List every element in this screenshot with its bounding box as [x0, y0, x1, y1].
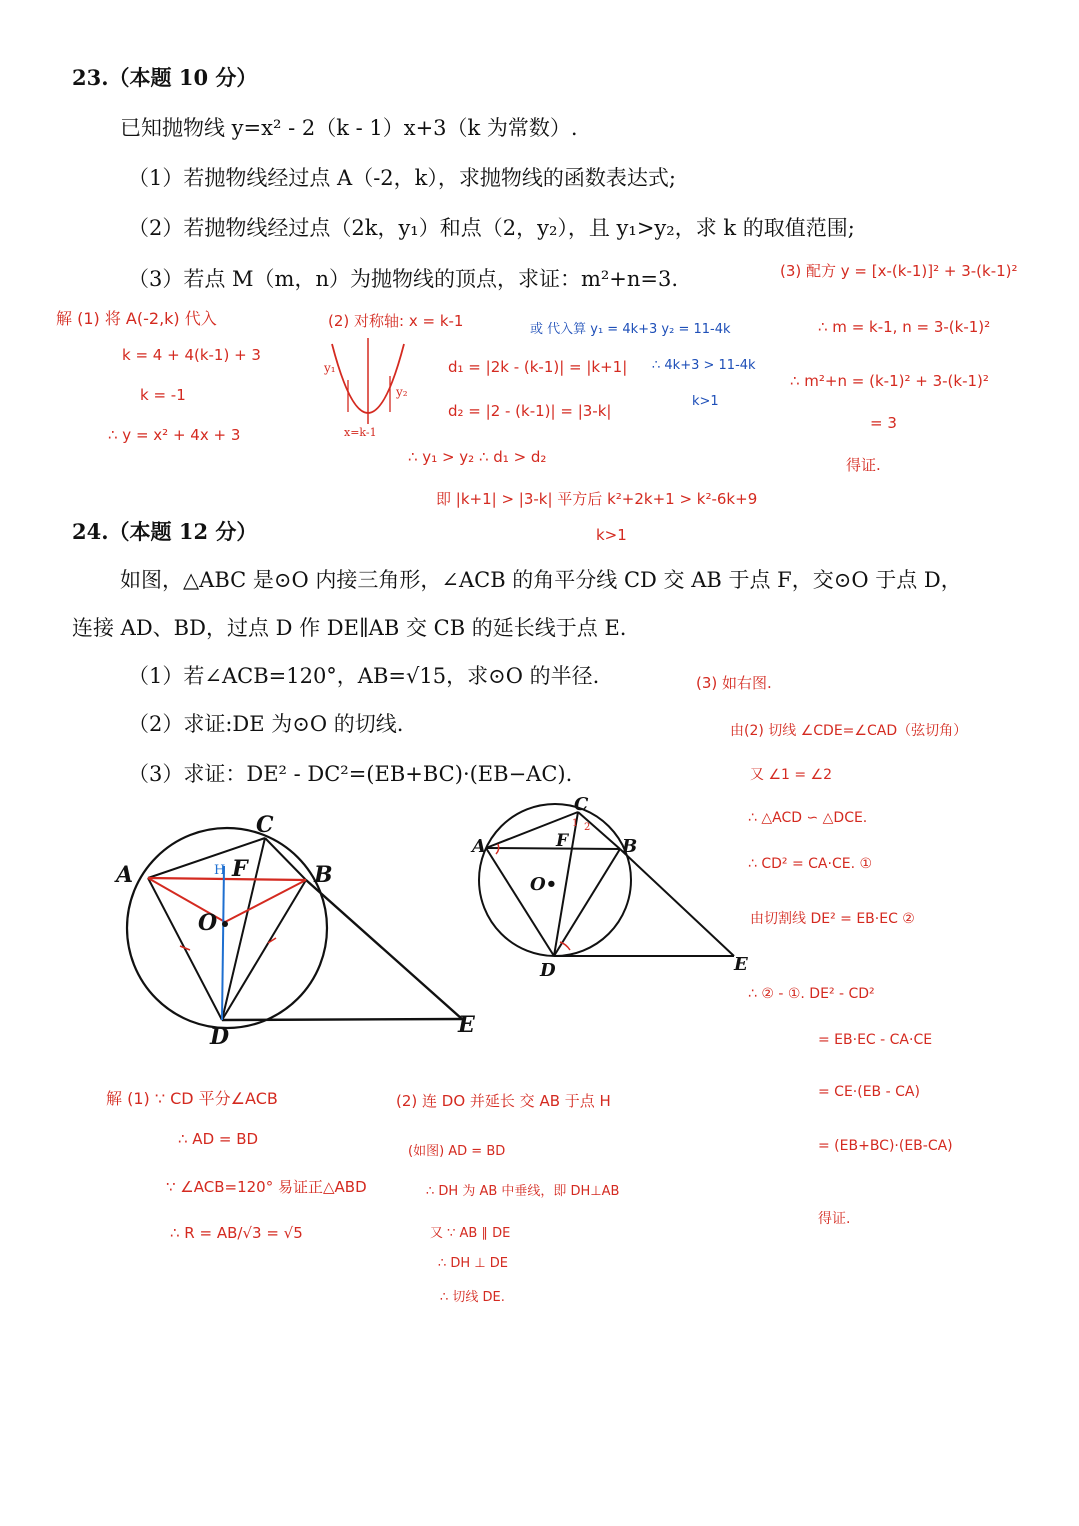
q24-title: 24.（本题 12 分） [72, 519, 258, 544]
fig2-label-f: F [556, 831, 569, 851]
q23-note-s2-d2: d₂ = |2 - (k-1)| = |3-k| [448, 402, 612, 420]
q24-note-s3-line8: = EB·EC - CA·CE [818, 1032, 933, 1048]
q23-note-s2-compare: ∴ y₁ > y₂ ∴ d₁ > d₂ [408, 448, 547, 466]
q23-note-s3-line1: (3) 配方 y = [x-(k-1)]² + 3-(k-1)² [780, 262, 1018, 280]
fig1-label-f: F [232, 856, 248, 882]
fig1-label-h: H [214, 863, 226, 878]
fig1-label-d: D [210, 1024, 230, 1050]
q24-note-s3-line9: = CE·(EB - CA) [818, 1084, 920, 1100]
q24-part3: （3）求证：DE² - DC²=(EB+BC)·(EB−AC). [128, 762, 573, 786]
q24-stem-line2: 连接 AD、BD，过点 D 作 DE∥AB 交 CB 的延长线于点 E. [72, 616, 627, 640]
q23-part2: （2）若抛物线经过点（2k，y₁）和点（2，y₂），且 y₁>y₂，求 k 的取值范围; [128, 216, 855, 240]
q23-note-s3-line3: ∴ m²+n = (k-1)² + 3-(k-1)² [790, 372, 989, 390]
q24-part1: （1）若∠ACB=120°，AB=√15，求⊙O 的半径. [128, 664, 600, 688]
figure-1 [100, 800, 500, 1050]
fig2-angle-1: 1 [572, 818, 579, 829]
fig1-label-c: C [256, 812, 274, 838]
q23-note-blue-line3: k>1 [692, 394, 719, 409]
q23-note-blue-line2: ∴ 4k+3 > 11-4k [652, 358, 756, 373]
q23-note-s3-line2: ∴ m = k-1, n = 3-(k-1)² [818, 318, 991, 336]
q24-note-s3-line6: 由切割线 DE² = EB·EC ② [750, 911, 915, 927]
q23-note-s3-line5: 得证. [846, 456, 881, 474]
q24-note-s3-line11: 得证. [818, 1211, 851, 1227]
fig2-label-c: C [574, 794, 589, 815]
fig1-label-a: A [116, 862, 134, 888]
parabola-sketch [318, 332, 428, 438]
q23-note-s2-result: k>1 [596, 526, 627, 544]
q24-note-s3-line2: 由(2) 切线 ∠CDE=∠CAD（弦切角） [730, 723, 968, 739]
graph-label-y2: y₂ [396, 385, 408, 399]
q24-note-s1-line2: ∴ AD = BD [178, 1130, 259, 1148]
q24-note-s2-line2: (如图) AD = BD [408, 1144, 506, 1159]
q23-part3: （3）若点 M（m，n）为抛物线的顶点，求证：m²+n=3. [128, 267, 679, 291]
q24-note-s2-line5: ∴ DH ⊥ DE [438, 1256, 509, 1271]
fig1-label-o: O [198, 910, 218, 936]
q24-note-s3-line1: (3) 如右图. [696, 674, 772, 692]
figure-2 [462, 792, 782, 982]
q23-note-s1-line4: ∴ y = x² + 4x + 3 [108, 426, 241, 444]
graph-label-y1: y₁ [324, 361, 336, 375]
q23-note-s2-d1: d₁ = |2k - (k-1)| = |k+1| [448, 358, 628, 376]
q24-stem-line1: 如图，△ABC 是⊙O 内接三角形，∠ACB 的角平分线 CD 交 AB 于点 F，交⊙O 于点 D， [120, 568, 962, 592]
q24-note-s3-line5: ∴ CD² = CA·CE. ① [748, 856, 873, 872]
q23-note-s3-line4: = 3 [870, 414, 897, 432]
q24-note-s3-line4: ∴ △ACD ∽ △DCE. [748, 810, 868, 826]
q24-note-s2-line6: ∴ 切线 DE. [440, 1290, 505, 1305]
fig2-label-e: E [734, 954, 748, 975]
q24-note-s3-line3: 又 ∠1 = ∠2 [750, 767, 832, 783]
q24-note-s1-line3: ∵ ∠ACB=120° 易证正△ABD [166, 1178, 367, 1196]
graph-label-axis: x=k-1 [344, 426, 377, 438]
q24-note-s3-line7: ∴ ② - ①. DE² - CD² [748, 986, 875, 1002]
q23-note-s2-axis: (2) 对称轴: x = k-1 [328, 312, 464, 330]
fig2-label-o: O• [530, 874, 558, 895]
q23-note-s1-line3: k = -1 [140, 386, 186, 404]
q24-note-s3-line10: = (EB+BC)·(EB-CA) [818, 1138, 953, 1154]
fig2-label-b: B [622, 836, 638, 857]
fig2-label-a: A [472, 836, 486, 857]
fig2-label-d: D [540, 960, 556, 981]
fig1-label-b: B [314, 862, 333, 888]
q23-note-blue-line1: 或 代入算 y₁ = 4k+3 y₂ = 11-4k [530, 322, 731, 337]
fig2-angle-2: 2 [584, 822, 591, 833]
q24-note-s1-line1: 解 (1) ∵ CD 平分∠ACB [106, 1089, 278, 1108]
fig1-label-e: E [458, 1012, 475, 1038]
q24-note-s2-line4: 又 ∵ AB ∥ DE [430, 1226, 511, 1241]
q23-note-s2-square: 即 |k+1| > |3-k| 平方后 k²+2k+1 > k²-6k+9 [436, 490, 758, 508]
q24-note-s1-line4: ∴ R = AB/√3 = √5 [170, 1224, 303, 1242]
q23-stem: 已知抛物线 y=x² - 2（k - 1）x+3（k 为常数）. [120, 116, 578, 140]
q24-part2: （2）求证:DE 为⊙O 的切线. [128, 712, 404, 736]
q23-note-s1-line2: k = 4 + 4(k-1) + 3 [122, 346, 261, 364]
q23-note-s1-line1: 解 (1) 将 A(-2,k) 代入 [56, 309, 217, 328]
q23-title: 23.（本题 10 分） [72, 65, 258, 90]
q24-note-s2-line1: (2) 连 DO 并延长 交 AB 于点 H [396, 1092, 611, 1110]
q24-note-s2-line3: ∴ DH 为 AB 中垂线，即 DH⊥AB [426, 1184, 620, 1199]
q23-part1: （1）若抛物线经过点 A（-2，k），求抛物线的函数表达式; [128, 166, 676, 190]
